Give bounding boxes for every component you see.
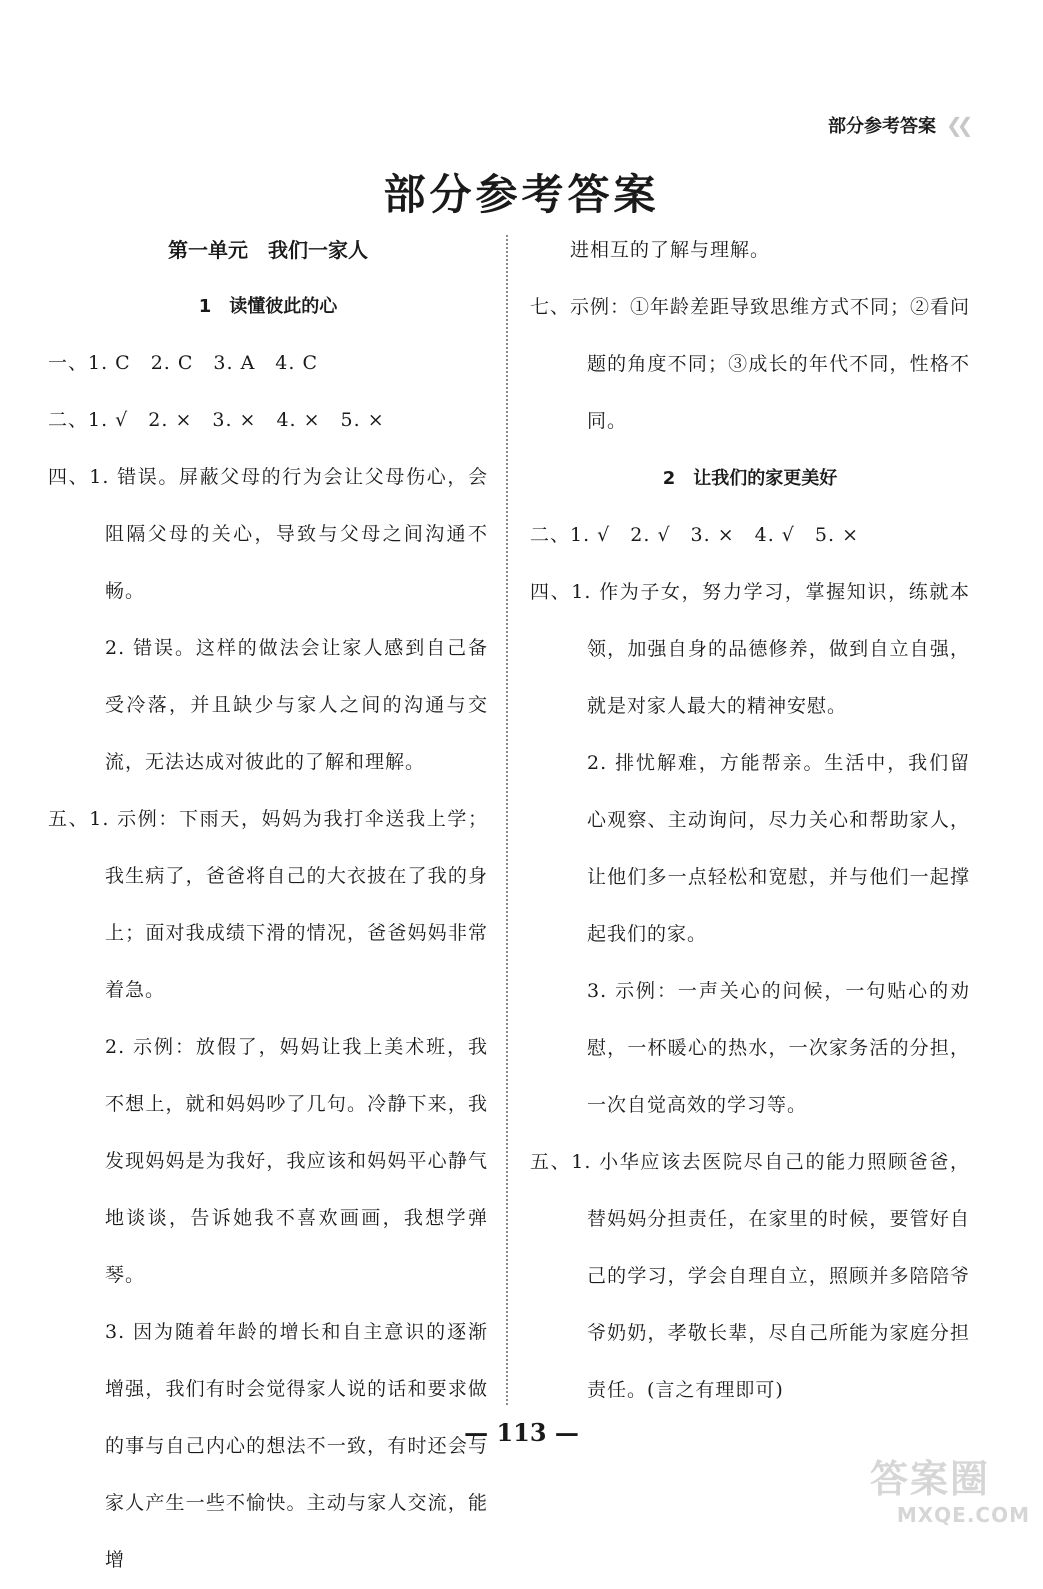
answer-item: 3. 因为随着年龄的增长和自主意识的逐渐增强，我们有时会觉得家人说的话和要求做的事与自己内心的想法不一致，有时还会与家人产生一些不愉快。主动与家人交流，能增 bbox=[105, 1321, 488, 1571]
answer-section-2b: 二、1. √ 2. √ 3. × 4. √ 5. × bbox=[530, 524, 859, 546]
watermark-logo bbox=[870, 1448, 1030, 1528]
right-column bbox=[530, 222, 970, 1419]
lesson-heading-2: 2 让我们的家更美好 bbox=[662, 468, 838, 489]
column-divider bbox=[506, 235, 508, 1405]
answer-item: 2. 错误。这样的做法会让家人感到自己备受冷落，并且缺少与家人之间的沟通与交流，无法达成对彼此的了解和理解。 bbox=[105, 637, 488, 773]
page-title: 部分参考答案 bbox=[383, 170, 660, 219]
answer-item: 2. 示例：放假了，妈妈让我上美术班，我不想上，就和妈妈吵了几句。冷静下来，我发现妈妈是为我好，我应该和妈妈平心静气地谈谈，告诉她我不喜欢画画，我想学弹琴。 bbox=[105, 1036, 488, 1286]
watermark-url: MXQE.COM bbox=[896, 1503, 1030, 1527]
answer-item: 2. 排忧解难，方能帮亲。生活中，我们留心观察、主动询问，尽力关心和帮助家人，让他们多一点轻松和宽慰，并与他们一起撑起我们的家。 bbox=[587, 752, 970, 945]
answer-continuation: 进相互的了解与理解。 bbox=[570, 239, 771, 261]
running-header bbox=[828, 112, 968, 138]
answer-section-5: 五、1. 示例：下雨天，妈妈为我打伞送我上学；我生病了，爸爸将自己的大衣披在了我的身上；面对我成绩下滑的情况，爸爸妈妈非常着急。 bbox=[48, 808, 488, 1001]
answer-section-5b: 五、1. 小华应该去医院尽自己的能力照顾爸爸，替妈妈分担责任，在家里的时候，要管好自己的学习，学会自理自立，照顾并多陪陪爷爷奶奶，孝敬长辈，尽自己所能为家庭分担责任。(言之有理即可) bbox=[530, 1151, 970, 1401]
lesson-heading-1: 1 读懂彼此的心 bbox=[198, 296, 338, 317]
page-number: — 113 — bbox=[464, 1418, 579, 1447]
answer-item: 3. 示例：一声关心的问候，一句贴心的劝慰，一杯暖心的热水，一次家务活的分担，一次自觉高效的学习等。 bbox=[587, 980, 970, 1116]
watermark-text: 答案圈 bbox=[870, 1457, 991, 1501]
answer-section-4b: 四、1. 作为子女，努力学习，掌握知识，练就本领，加强自身的品德修养，做到自立自强，就是对家人最大的精神安慰。 bbox=[530, 581, 970, 717]
running-header-label: 部分参考答案 bbox=[828, 116, 936, 137]
chevron-left-icon: ❮❮ bbox=[946, 113, 968, 137]
left-column bbox=[48, 222, 488, 1589]
unit-heading: 第一单元 我们一家人 bbox=[168, 238, 368, 262]
answer-section-4: 四、1. 错误。屏蔽父母的行为会让父母伤心，会阻隔父母的关心，导致与父母之间沟通不畅。 bbox=[48, 466, 488, 602]
answer-section-1: 一、1. C 2. C 3. A 4. C bbox=[48, 352, 319, 374]
answer-section-7: 七、示例：①年龄差距导致思维方式不同；②看问题的角度不同；③成长的年代不同，性格不同。 bbox=[530, 296, 971, 432]
answer-section-2: 二、1. √ 2. × 3. × 4. × 5. × bbox=[48, 409, 385, 431]
